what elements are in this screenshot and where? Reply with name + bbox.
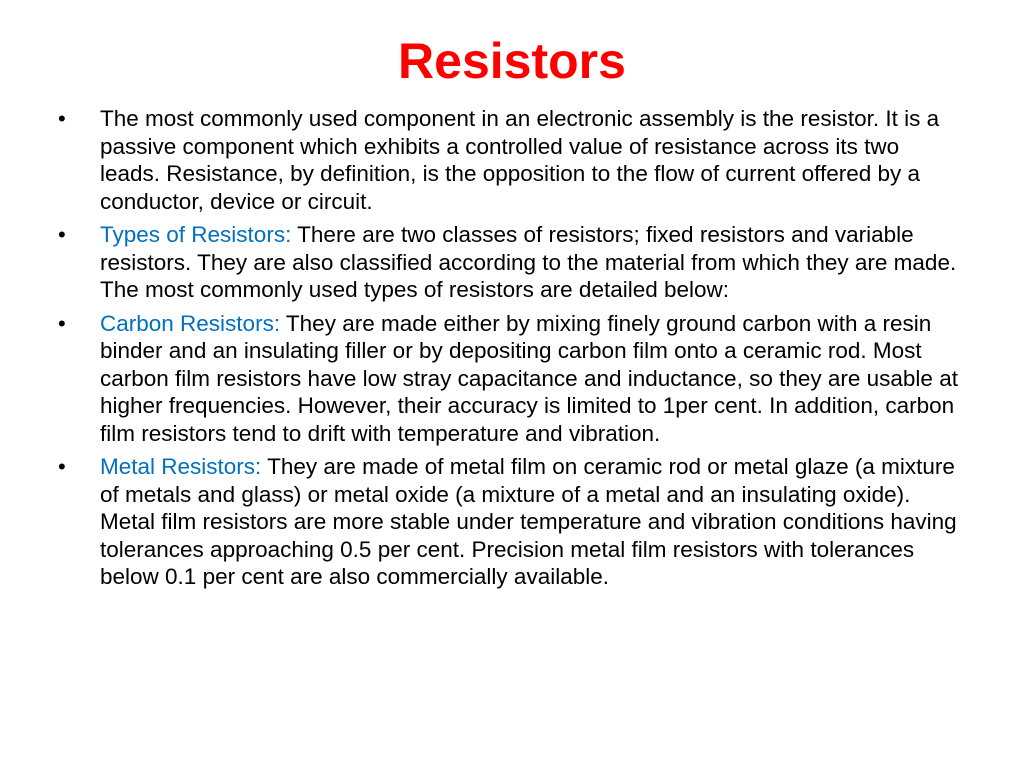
bullet-text: The most commonly used component in an electronic assembly is the resistor. It is a passive component which exhibits a controlled value of resistance across its two leads. Resistance, by definition, is the opposition to the flow of current offered by a conductor, device or circuit.: [100, 106, 940, 214]
bullet-dot-icon: •: [58, 222, 66, 247]
bullet-text: They are made either by mixing finely ground carbon with a resin binder and an insulating filler or by depositing carbon film onto a ceramic rod. Most carbon film resistors have low stray capacitance and inductance, so they are usable at higher frequencies. However, their accuracy is limited to 1per cent. In addition, carbon film resistors tend to drift with temperature and vibration.: [100, 310, 958, 446]
bullet-lead: Types of Resistors:: [100, 222, 292, 247]
slide-title: Resistors: [398, 33, 626, 89]
bullet-dot-icon: •: [58, 310, 66, 336]
bullet-item-types: [58, 221, 958, 304]
bullet-list: [58, 105, 958, 597]
bullet-text: There are two classes of resistors; fixed resistors and variable resistors. They are also classified according to the material from which they are made. The most commonly used types of resistors are detailed below:: [100, 222, 957, 302]
bullet-text: They are made of metal film on ceramic rod or metal glaze (a mixture of metals and glass) or metal oxide (a mixture of a metal and an insulating oxide). Metal film resistors are more stable under temperature and vibration conditions having tolerances approaching 0.5 per cent. Precision metal film resistors with tolerances below 0.1 per cent are also commercially available.: [100, 454, 957, 589]
bullet-item-intro: [58, 105, 958, 215]
bullet-lead: Carbon Resistors:: [100, 310, 281, 336]
bullet-item-carbon: [58, 310, 958, 448]
bullet-dot-icon: •: [58, 454, 66, 479]
bullet-dot-icon: •: [58, 106, 66, 131]
bullet-item-metal: [58, 453, 958, 591]
bullet-lead: Metal Resistors:: [100, 454, 262, 479]
